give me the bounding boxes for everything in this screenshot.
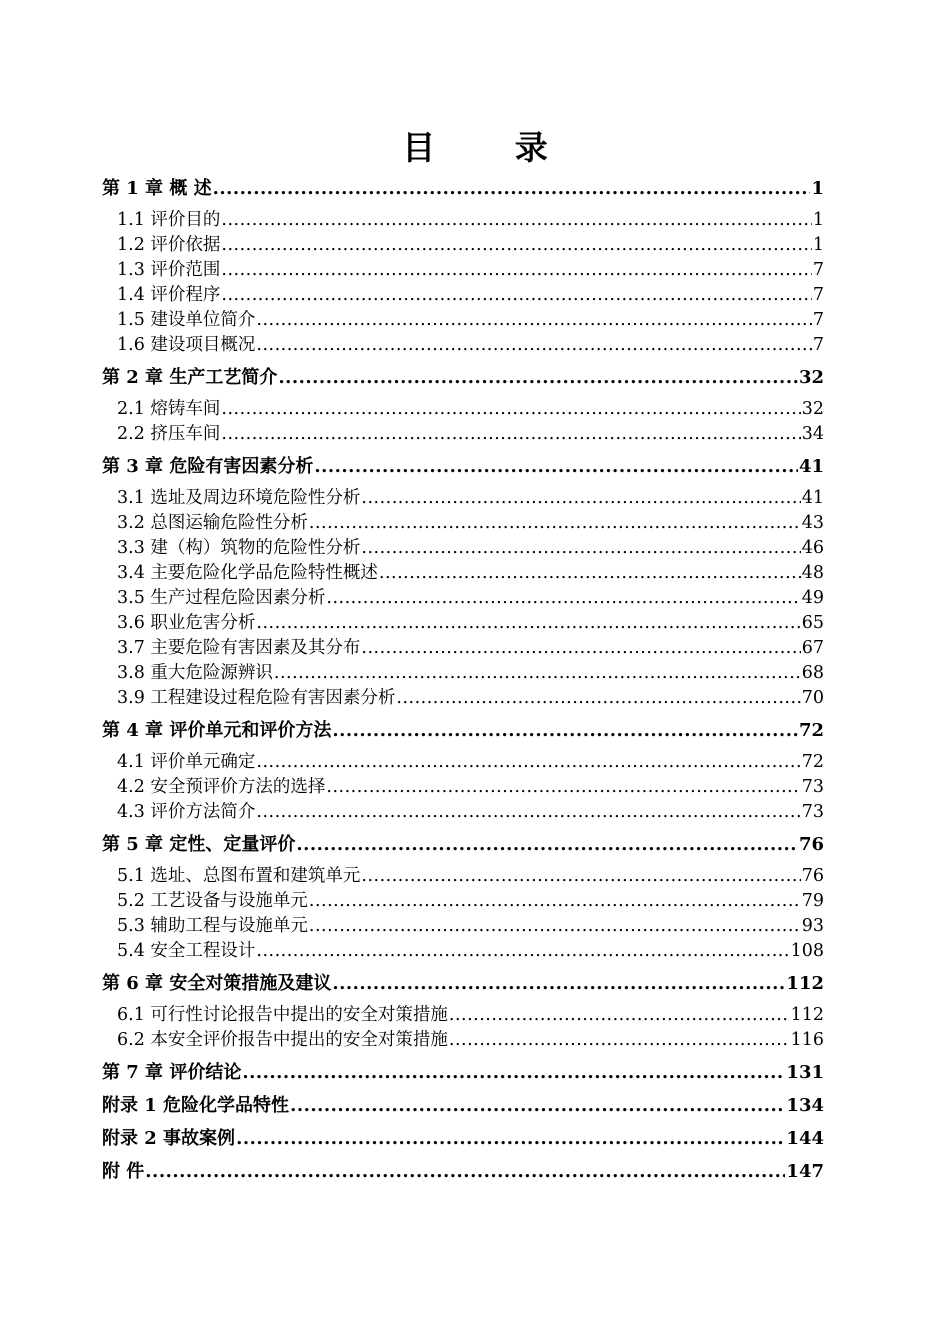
toc-page-number: 43: [801, 513, 824, 533]
toc-page-number: 65: [801, 613, 824, 633]
toc-page-number: 147: [786, 1161, 824, 1182]
toc-page-number: 68: [801, 663, 824, 683]
toc-chapter-entry[interactable]: [102, 1126, 824, 1152]
toc-entry-title: 3.8 重大危险源辨识: [117, 663, 273, 683]
toc-entry-title: 3.2 总图运输危险性分析: [117, 513, 308, 533]
toc-dot-leader: [449, 1003, 790, 1028]
toc-entry-title: 第 2 章 生产工艺简介: [102, 367, 278, 388]
toc-entry-title: 3.7 主要危险有害因素及其分布: [117, 638, 361, 658]
toc-entry-title: 3.4 主要危险化学品危险特性概述: [117, 563, 378, 583]
toc-section-entry[interactable]: [102, 586, 824, 611]
toc-entry-title: 附录 2 事故案例: [102, 1128, 236, 1149]
toc-entry-title: 附录 1 危险化学品特性: [102, 1095, 290, 1116]
toc-entry-title: 2.2 挤压车间: [117, 424, 221, 444]
toc-entry-title: 3.1 选址及周边环境危险性分析: [117, 488, 361, 508]
toc-page-number: 134: [786, 1095, 824, 1116]
toc-entry-title: 1.6 建设项目概况: [117, 335, 256, 355]
toc-section-entry[interactable]: [102, 511, 824, 536]
toc-dot-leader: [309, 914, 801, 939]
toc-entry-title: 3.6 职业危害分析: [117, 613, 256, 633]
toc-page-number: 41: [798, 456, 824, 477]
toc-entry-title: 1.5 建设单位简介: [117, 310, 256, 330]
toc-page-number: 7: [812, 335, 824, 355]
toc-dot-leader: [256, 939, 789, 964]
toc-dot-leader: [256, 750, 800, 775]
toc-entry-title: 3.5 生产过程危险因素分析: [117, 588, 326, 608]
toc-entry-title: 5.2 工艺设备与设施单元: [117, 891, 308, 911]
toc-section-entry[interactable]: [102, 422, 824, 447]
toc-entry-title: 1.2 评价依据: [117, 235, 221, 255]
toc-section-entry[interactable]: [102, 914, 824, 939]
toc-dot-leader: [213, 176, 811, 202]
toc-dot-leader: [256, 333, 811, 358]
toc-dot-leader: [236, 1126, 785, 1152]
toc-chapter-entry[interactable]: [102, 971, 824, 997]
toc-dot-leader: [274, 661, 801, 686]
toc-page-number: 48: [801, 563, 824, 583]
toc-section-entry[interactable]: [102, 486, 824, 511]
toc-page-number: 67: [801, 638, 824, 658]
toc-dot-leader: [256, 308, 811, 333]
toc-page-number: 108: [790, 941, 824, 961]
toc-entry-title: 第 7 章 评价结论: [102, 1062, 242, 1083]
toc-dot-leader: [256, 800, 800, 825]
page-title: 目 录: [402, 128, 582, 167]
toc-entry-title: 附 件: [102, 1161, 145, 1182]
toc-entry-title: 6.1 可行性讨论报告中提出的安全对策措施: [117, 1005, 448, 1025]
toc-dot-leader: [221, 397, 800, 422]
toc-section-entry[interactable]: [102, 750, 824, 775]
toc-entry-title: 4.1 评价单元确定: [117, 752, 256, 772]
toc-dot-leader: [278, 365, 798, 391]
toc-page-number: 73: [801, 777, 824, 797]
toc-dot-leader: [314, 454, 798, 480]
toc-page-number: 49: [801, 588, 824, 608]
toc-section-entry[interactable]: [102, 939, 824, 964]
toc-section-entry[interactable]: [102, 800, 824, 825]
toc-page-number: 144: [786, 1128, 824, 1149]
toc-dot-leader: [309, 511, 801, 536]
toc-dot-leader: [326, 586, 800, 611]
toc-section-entry[interactable]: [102, 233, 824, 258]
toc-dot-leader: [296, 832, 798, 858]
toc-chapter-entry[interactable]: [102, 454, 824, 480]
toc-page-number: 32: [801, 399, 824, 419]
toc-dot-leader: [256, 611, 800, 636]
toc-section-entry[interactable]: [102, 889, 824, 914]
toc-section-entry[interactable]: [102, 308, 824, 333]
toc-section-entry[interactable]: [102, 1028, 824, 1053]
toc-page-number: 70: [801, 688, 824, 708]
toc-page-number: 116: [790, 1030, 824, 1050]
toc-section-entry[interactable]: [102, 1003, 824, 1028]
toc-entry-title: 第 6 章 安全对策措施及建议: [102, 973, 332, 994]
toc-chapter-entry[interactable]: [102, 1093, 824, 1119]
toc-section-entry[interactable]: [102, 686, 824, 711]
toc-section-entry[interactable]: [102, 536, 824, 561]
toc-dot-leader: [361, 636, 800, 661]
toc-dot-leader: [221, 422, 800, 447]
toc-chapter-entry[interactable]: [102, 718, 824, 744]
toc-dot-leader: [309, 889, 801, 914]
toc-page-number: 76: [798, 834, 824, 855]
toc-page-number: 46: [801, 538, 824, 558]
toc-entry-title: 1.4 评价程序: [117, 285, 221, 305]
toc-chapter-entry[interactable]: [102, 832, 824, 858]
toc-section-entry[interactable]: [102, 775, 824, 800]
toc-section-entry[interactable]: [102, 561, 824, 586]
toc-dot-leader: [145, 1159, 785, 1185]
toc-page-number: 7: [812, 310, 824, 330]
toc-dot-leader: [332, 971, 785, 997]
toc-entry-title: 第 5 章 定性、定量评价: [102, 834, 296, 855]
toc-dot-leader: [449, 1028, 790, 1053]
toc-entry-title: 第 4 章 评价单元和评价方法: [102, 720, 332, 741]
toc-entry-title: 4.2 安全预评价方法的选择: [117, 777, 326, 797]
toc-dot-leader: [326, 775, 800, 800]
toc-chapter-entry[interactable]: [102, 365, 824, 391]
toc-entry-title: 第 1 章 概 述: [102, 178, 212, 199]
toc-entry-title: 2.1 熔铸车间: [117, 399, 221, 419]
toc-page-number: 72: [798, 720, 824, 741]
toc-page-number: 112: [790, 1005, 824, 1025]
toc-entry-title: 1.3 评价范围: [117, 260, 221, 280]
toc-entry-title: 5.3 辅助工程与设施单元: [117, 916, 308, 936]
toc-dot-leader: [332, 718, 798, 744]
toc-dot-leader: [221, 233, 811, 258]
toc-section-entry[interactable]: [102, 397, 824, 422]
toc-section-entry[interactable]: [102, 611, 824, 636]
toc-dot-leader: [221, 283, 811, 308]
toc-chapter-entry[interactable]: [102, 176, 824, 202]
toc-entry-title: 5.1 选址、总图布置和建筑单元: [117, 866, 361, 886]
toc-section-entry[interactable]: [102, 208, 824, 233]
toc-page-number: 7: [812, 285, 824, 305]
toc-page-number: 79: [801, 891, 824, 911]
toc-dot-leader: [290, 1093, 785, 1119]
toc-page-number: 76: [801, 866, 824, 886]
toc-entry-title: 6.2 本安全评价报告中提出的安全对策措施: [117, 1030, 448, 1050]
toc-section-entry[interactable]: [102, 283, 824, 308]
toc-page-number: 34: [801, 424, 824, 444]
toc-page-number: 41: [801, 488, 824, 508]
toc-entry-title: 3.3 建（构）筑物的危险性分析: [117, 538, 361, 558]
toc-entry-title: 1.1 评价目的: [117, 210, 221, 230]
toc-chapter-entry[interactable]: [102, 1159, 824, 1185]
toc-dot-leader: [221, 208, 811, 233]
toc-page-number: 1: [811, 178, 824, 199]
toc-page-number: 1: [812, 235, 824, 255]
toc-dot-leader: [361, 486, 800, 511]
toc-dot-leader: [379, 561, 801, 586]
toc-entry-title: 5.4 安全工程设计: [117, 941, 256, 961]
toc-dot-leader: [396, 686, 800, 711]
toc-dot-leader: [242, 1060, 785, 1086]
toc-section-entry[interactable]: [102, 258, 824, 283]
toc-dot-leader: [361, 864, 800, 889]
toc-section-entry[interactable]: [102, 864, 824, 889]
toc-page-number: 73: [801, 802, 824, 822]
toc-entry-title: 第 3 章 危险有害因素分析: [102, 456, 314, 477]
toc-page-number: 1: [812, 210, 824, 230]
toc-dot-leader: [221, 258, 811, 283]
toc-page-number: 7: [812, 260, 824, 280]
toc-page-number: 112: [786, 973, 824, 994]
toc-dot-leader: [361, 536, 800, 561]
toc-page-number: 32: [798, 367, 824, 388]
toc-entry-title: 4.3 评价方法简介: [117, 802, 256, 822]
toc-page-number: 72: [801, 752, 824, 772]
toc-chapter-entry[interactable]: [102, 1060, 824, 1086]
toc-section-entry[interactable]: [102, 333, 824, 358]
toc-page-number: 131: [786, 1062, 824, 1083]
toc-section-entry[interactable]: [102, 636, 824, 661]
toc-page-number: 93: [801, 916, 824, 936]
table-of-contents: [102, 176, 824, 1191]
toc-section-entry[interactable]: [102, 661, 824, 686]
toc-entry-title: 3.9 工程建设过程危险有害因素分析: [117, 688, 396, 708]
